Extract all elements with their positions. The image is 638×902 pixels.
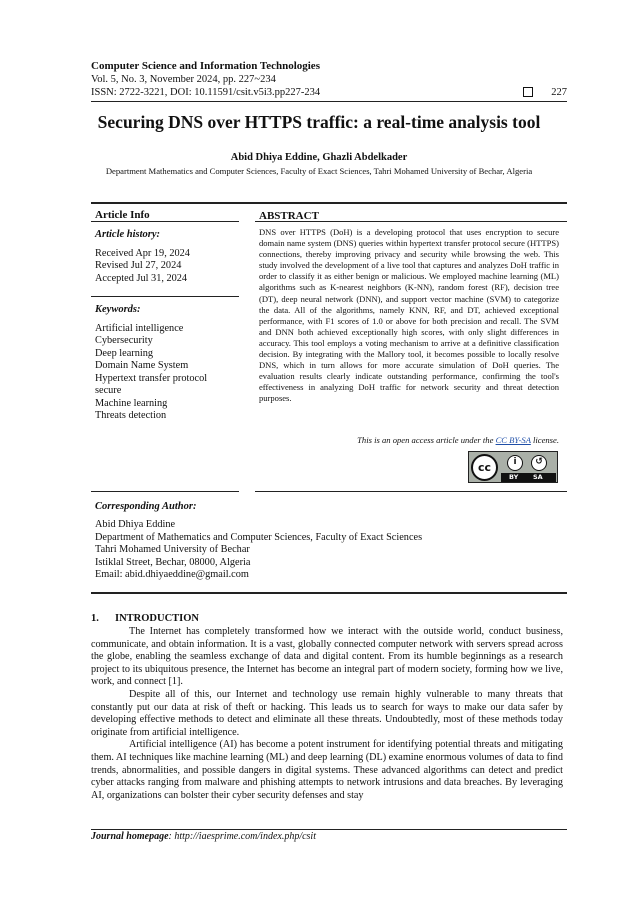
- affiliation: Department Mathematics and Computer Sciences, Faculty of Exact Sciences, Tahri Mohamed University of Bechar, Algeria: [105, 166, 533, 176]
- issn-row: [91, 86, 567, 99]
- abstract-heading: ABSTRACT: [259, 210, 319, 222]
- abstract-bottom-divider: [255, 491, 567, 492]
- history-revised: Revised Jul 27, 2024: [95, 260, 182, 271]
- keyword: Deep learning: [95, 347, 154, 359]
- paragraph: Artificial intelligence (AI) has become a potent instrument for identifying potential threats and mitigating them. AI techniques like machine learning (ML) and deep learning (DL) examine enormous volumes of data to find trends, abnormalities, and possible dangers in digital systems. These advanced algorithms can detect and predict cyber attacks ranging from malware and phishing attempts to network intrusions and data breaches. By leveraging AI, organizations can bolster their cyber security defenses and stay: [91, 739, 563, 801]
- history-heading: Article history:: [95, 229, 161, 240]
- corresponding-email: Email: abid.dhiyaeddine@gmail.com: [95, 569, 249, 580]
- homepage-url[interactable]: : http://iaesprime.com/index.php/csit: [168, 831, 316, 842]
- keywords-divider: [91, 491, 239, 492]
- keyword: Machine learning: [95, 397, 168, 409]
- volume-info: Vol. 5, No. 3, November 2024, pp. 227~234: [91, 74, 276, 85]
- paragraph: The Internet has completely transformed how we interact with the outside world, conduct business, communicate, and obtain information. It is a vast, globally connected computer network with servers spread across the globe, enabling the seamless exchange of data and digital content. From its humble beginnings as a research project to its ubiquitous presence, the Internet has become an integral part of modern society, forming how we live, work, and connect [1].: [91, 626, 563, 688]
- header-divider: [91, 101, 567, 102]
- abstract-text: DNS over HTTPS (DoH) is a developing protocol that uses encryption to secure domain name system (DNS) queries within hypertext transfer protocol secure (HTTPS) connections, thereby improving privacy and security while browsing the web. This study involved the development of a live tool that captures and analyzes DoH traffic in order to classify it as either benign or malicious. We employed machine learning (ML) algorithms such as K-nearest neighbors (K-NN), random forest (RF), decision tree (DT), deep neural network (DNN), and support vector machine (SVM) to categorize the data. All of the algorithms, namely KNN, RF, and DT, achieved exceptional performance, with F1 scores of 1.0 or above for both precision and recall. The SVM and DNN both achieved exceptionally high scores, with only slight differences in accuracy. This tool employs a voting mechanism to arrive at a definitive classification decision. By integrating with the Mallory tool, it becomes possible to locally resolve DNS, which in turn allows for more accurate simulation of DoH queries. The evaluation results clearly indicate outstanding performance, confirming the tool's effectiveness in analyzing DoH traffic for network security and threat detection purposes.: [259, 227, 559, 404]
- badge-by-label: BY: [509, 473, 519, 481]
- history-accepted: Accepted Jul 31, 2024: [95, 272, 188, 284]
- article-info-heading: Article Info: [95, 209, 150, 221]
- journal-homepage: [91, 831, 316, 842]
- homepage-label: Journal homepage: [91, 831, 169, 842]
- corresponding-heading: Corresponding Author:: [95, 501, 197, 512]
- article-history: [95, 229, 235, 285]
- issn-doi: ISSN: 2722-3221, DOI: 10.11591/csit.v5i3.pp227-234: [91, 87, 321, 98]
- attribution-icon: i: [507, 455, 523, 471]
- keyword: Cybersecurity: [95, 335, 153, 346]
- keywords-block: [95, 304, 235, 423]
- keyword: secure: [95, 385, 122, 396]
- keyword: Hypertext transfer protocol: [95, 372, 208, 384]
- section-heading: [91, 613, 199, 624]
- history-received: Received Apr 19, 2024: [95, 247, 190, 259]
- section-number: 1.: [91, 613, 99, 624]
- license-statement: This is an open access article under the CC BY-SA license.: [357, 435, 559, 445]
- section-body: [91, 626, 563, 802]
- keywords-heading: Keywords:: [95, 304, 141, 315]
- paper-title: Securing DNS over HTTPS traffic: a real-time analysis tool: [97, 112, 541, 132]
- square-icon: [523, 87, 533, 97]
- corresponding-details: [95, 519, 565, 582]
- keyword: Threats detection: [95, 410, 167, 421]
- info-top-divider: [91, 202, 567, 204]
- corresponding-university: Tahri Mohamed University of Bechar: [95, 544, 250, 555]
- share-alike-icon: ↺: [531, 455, 547, 471]
- footer-divider: [91, 829, 567, 830]
- keyword: Domain Name System: [95, 360, 189, 371]
- history-divider: [91, 296, 239, 297]
- running-header: [91, 60, 567, 99]
- page-number: 227: [551, 87, 567, 98]
- cc-icon: cc: [471, 454, 498, 481]
- cc-by-sa-badge[interactable]: [468, 451, 558, 483]
- badge-sa-label: SA: [533, 473, 543, 481]
- section-title: INTRODUCTION: [115, 613, 200, 624]
- authors: Abid Dhiya Eddine, Ghazli Abdelkader: [230, 152, 408, 163]
- journal-name: Computer Science and Information Technologies: [91, 60, 320, 72]
- paragraph: Despite all of this, our Internet and technology use remain highly vulnerable to many threats that constantly put our data at risk of theft or hacking. This leads us to search for ways to make our data safer by developing effective methods to detect and eliminate all these threats. Undoubtedly, most of these methods today originate from artificial intelligence.: [91, 688, 563, 738]
- keyword: Artificial intelligence: [95, 322, 184, 334]
- corresponding-department: Department of Mathematics and Computer Sciences, Faculty of Exact Sciences: [95, 531, 423, 543]
- corresponding-divider: [91, 592, 567, 594]
- license-link[interactable]: CC BY-SA: [495, 435, 531, 445]
- corresponding-name: Abid Dhiya Eddine: [95, 519, 176, 530]
- corresponding-address: Istiklal Street, Bechar, 08000, Algeria: [95, 556, 251, 568]
